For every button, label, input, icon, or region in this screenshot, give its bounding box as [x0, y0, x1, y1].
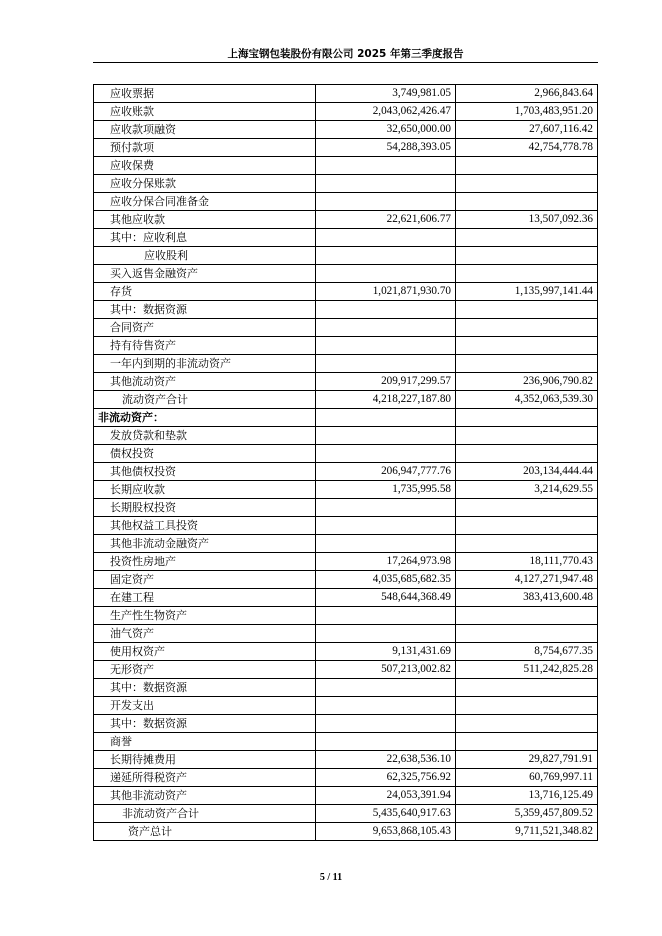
value-prior-period — [456, 247, 598, 265]
table-row — [94, 265, 598, 283]
value-prior-period: 236,906,790.82 — [456, 373, 598, 391]
table-row — [94, 193, 598, 211]
row-label: 一年内到期的非流动资产 — [94, 355, 316, 373]
table-row — [94, 535, 598, 553]
row-label: 非流动资产： — [94, 409, 316, 427]
value-current-period — [316, 607, 456, 625]
table-row — [94, 823, 598, 841]
row-label: 其中：应收利息 — [94, 229, 316, 247]
value-prior-period: 13,716,125.49 — [456, 787, 598, 805]
table-row — [94, 103, 598, 121]
value-prior-period: 18,111,770.43 — [456, 553, 598, 571]
row-label: 油气资产 — [94, 625, 316, 643]
value-prior-period: 13,507,092.36 — [456, 211, 598, 229]
value-prior-period: 1,703,483,951.20 — [456, 103, 598, 121]
value-prior-period: 1,135,997,141.44 — [456, 283, 598, 301]
row-label: 其他债权投资 — [94, 463, 316, 481]
row-label: 长期股权投资 — [94, 499, 316, 517]
row-label: 持有待售资产 — [94, 337, 316, 355]
value-current-period: 206,947,777.76 — [316, 463, 456, 481]
page-number: 5 / 11 — [319, 872, 343, 883]
balance-sheet-body — [94, 85, 598, 841]
row-label: 无形资产 — [94, 661, 316, 679]
value-current-period: 4,218,227,187.80 — [316, 391, 456, 409]
table-row — [94, 499, 598, 517]
value-prior-period: 4,127,271,947.48 — [456, 571, 598, 589]
table-row — [94, 553, 598, 571]
row-label: 其中：数据资源 — [94, 301, 316, 319]
row-label: 其他非流动资产 — [94, 787, 316, 805]
table-row — [94, 85, 598, 103]
table-row — [94, 409, 598, 427]
value-current-period — [316, 427, 456, 445]
value-current-period: 22,621,606.77 — [316, 211, 456, 229]
value-prior-period — [456, 319, 598, 337]
row-label: 存货 — [94, 283, 316, 301]
value-current-period: 209,917,299.57 — [316, 373, 456, 391]
value-current-period: 1,735,995.58 — [316, 481, 456, 499]
value-prior-period — [456, 265, 598, 283]
row-label: 应收款项融资 — [94, 121, 316, 139]
value-prior-period — [456, 715, 598, 733]
row-label: 其他权益工具投资 — [94, 517, 316, 535]
value-current-period: 62,325,756.92 — [316, 769, 456, 787]
value-current-period — [316, 247, 456, 265]
row-label: 其他应收款 — [94, 211, 316, 229]
value-current-period: 54,288,393.05 — [316, 139, 456, 157]
value-prior-period — [456, 409, 598, 427]
value-current-period — [316, 175, 456, 193]
report-header: 上海宝钢包装股份有限公司 2025 年第三季度报告 — [227, 48, 464, 60]
row-label: 流动资产合计 — [94, 391, 316, 409]
value-current-period: 24,053,391.94 — [316, 787, 456, 805]
value-current-period — [316, 193, 456, 211]
table-row — [94, 679, 598, 697]
row-label: 应收票据 — [94, 85, 316, 103]
value-prior-period: 8,754,677.35 — [456, 643, 598, 661]
table-row — [94, 697, 598, 715]
table-row — [94, 373, 598, 391]
value-current-period: 3,749,981.05 — [316, 85, 456, 103]
table-row — [94, 121, 598, 139]
value-current-period — [316, 697, 456, 715]
value-current-period: 4,035,685,682.35 — [316, 571, 456, 589]
row-label: 在建工程 — [94, 589, 316, 607]
value-current-period — [316, 355, 456, 373]
value-current-period — [316, 445, 456, 463]
value-prior-period: 511,242,825.28 — [456, 661, 598, 679]
table-row — [94, 751, 598, 769]
table-row — [94, 715, 598, 733]
row-label: 应收分保账款 — [94, 175, 316, 193]
value-prior-period: 42,754,778.78 — [456, 139, 598, 157]
value-prior-period — [456, 427, 598, 445]
value-current-period — [316, 337, 456, 355]
table-row — [94, 301, 598, 319]
value-prior-period: 60,769,997.11 — [456, 769, 598, 787]
value-current-period: 548,644,368.49 — [316, 589, 456, 607]
row-label: 其中：数据资源 — [94, 715, 316, 733]
value-prior-period: 4,352,063,539.30 — [456, 391, 598, 409]
value-current-period: 9,131,431.69 — [316, 643, 456, 661]
value-prior-period — [456, 679, 598, 697]
value-current-period — [316, 733, 456, 751]
row-label: 固定资产 — [94, 571, 316, 589]
value-prior-period — [456, 193, 598, 211]
header-rule — [93, 62, 598, 63]
table-row — [94, 175, 598, 193]
row-label: 投资性房地产 — [94, 553, 316, 571]
value-current-period — [316, 157, 456, 175]
table-row — [94, 769, 598, 787]
value-prior-period: 203,134,444.44 — [456, 463, 598, 481]
row-label: 非流动资产合计 — [94, 805, 316, 823]
row-label: 应收股利 — [94, 247, 316, 265]
value-prior-period: 3,214,629.55 — [456, 481, 598, 499]
value-current-period — [316, 301, 456, 319]
value-current-period: 5,435,640,917.63 — [316, 805, 456, 823]
value-prior-period — [456, 157, 598, 175]
row-label: 商誉 — [94, 733, 316, 751]
value-current-period: 2,043,062,426.47 — [316, 103, 456, 121]
row-label: 合同资产 — [94, 319, 316, 337]
value-current-period: 9,653,868,105.43 — [316, 823, 456, 841]
value-current-period — [316, 265, 456, 283]
value-current-period: 507,213,002.82 — [316, 661, 456, 679]
table-row — [94, 787, 598, 805]
row-label: 开发支出 — [94, 697, 316, 715]
value-prior-period: 5,359,457,809.52 — [456, 805, 598, 823]
table-row — [94, 157, 598, 175]
table-row — [94, 355, 598, 373]
value-prior-period — [456, 607, 598, 625]
table-row — [94, 571, 598, 589]
row-label: 长期应收款 — [94, 481, 316, 499]
table-row — [94, 391, 598, 409]
table-row — [94, 445, 598, 463]
value-prior-period: 2,966,843.64 — [456, 85, 598, 103]
value-prior-period — [456, 355, 598, 373]
value-current-period: 22,638,536.10 — [316, 751, 456, 769]
table-row — [94, 643, 598, 661]
row-label: 其他非流动金融资产 — [94, 535, 316, 553]
row-label: 资产总计 — [94, 823, 316, 841]
table-row — [94, 481, 598, 499]
row-label: 生产性生物资产 — [94, 607, 316, 625]
value-current-period — [316, 229, 456, 247]
row-label: 递延所得税资产 — [94, 769, 316, 787]
value-prior-period: 9,711,521,348.82 — [456, 823, 598, 841]
row-label: 发放贷款和垫款 — [94, 427, 316, 445]
row-label: 应收分保合同准备金 — [94, 193, 316, 211]
table-row — [94, 625, 598, 643]
table-row — [94, 805, 598, 823]
table-row — [94, 427, 598, 445]
balance-sheet-table — [93, 84, 598, 841]
row-label: 长期待摊费用 — [94, 751, 316, 769]
row-label: 预付款项 — [94, 139, 316, 157]
value-prior-period — [456, 175, 598, 193]
value-prior-period — [456, 697, 598, 715]
value-current-period — [316, 409, 456, 427]
row-label: 其他流动资产 — [94, 373, 316, 391]
table-row — [94, 229, 598, 247]
table-row — [94, 211, 598, 229]
value-prior-period — [456, 733, 598, 751]
value-current-period — [316, 535, 456, 553]
value-current-period — [316, 319, 456, 337]
table-row — [94, 733, 598, 751]
table-row — [94, 337, 598, 355]
value-current-period — [316, 499, 456, 517]
value-prior-period — [456, 499, 598, 517]
row-label: 应收保费 — [94, 157, 316, 175]
table-row — [94, 463, 598, 481]
value-prior-period — [456, 535, 598, 553]
table-row — [94, 661, 598, 679]
value-prior-period: 29,827,791.91 — [456, 751, 598, 769]
value-prior-period — [456, 229, 598, 247]
row-label: 应收账款 — [94, 103, 316, 121]
value-prior-period — [456, 337, 598, 355]
value-prior-period: 383,413,600.48 — [456, 589, 598, 607]
table-row — [94, 319, 598, 337]
value-prior-period — [456, 517, 598, 535]
value-current-period — [316, 715, 456, 733]
value-current-period — [316, 625, 456, 643]
value-current-period — [316, 517, 456, 535]
value-current-period — [316, 679, 456, 697]
value-current-period: 17,264,973.98 — [316, 553, 456, 571]
row-label: 其中：数据资源 — [94, 679, 316, 697]
table-row — [94, 139, 598, 157]
table-row — [94, 589, 598, 607]
value-current-period: 1,021,871,930.70 — [316, 283, 456, 301]
row-label: 债权投资 — [94, 445, 316, 463]
table-row — [94, 607, 598, 625]
value-current-period: 32,650,000.00 — [316, 121, 456, 139]
value-prior-period — [456, 301, 598, 319]
row-label: 使用权资产 — [94, 643, 316, 661]
row-label: 买入返售金融资产 — [94, 265, 316, 283]
table-row — [94, 517, 598, 535]
value-prior-period: 27,607,116.42 — [456, 121, 598, 139]
value-prior-period — [456, 445, 598, 463]
table-row — [94, 247, 598, 265]
table-row — [94, 283, 598, 301]
value-prior-period — [456, 625, 598, 643]
